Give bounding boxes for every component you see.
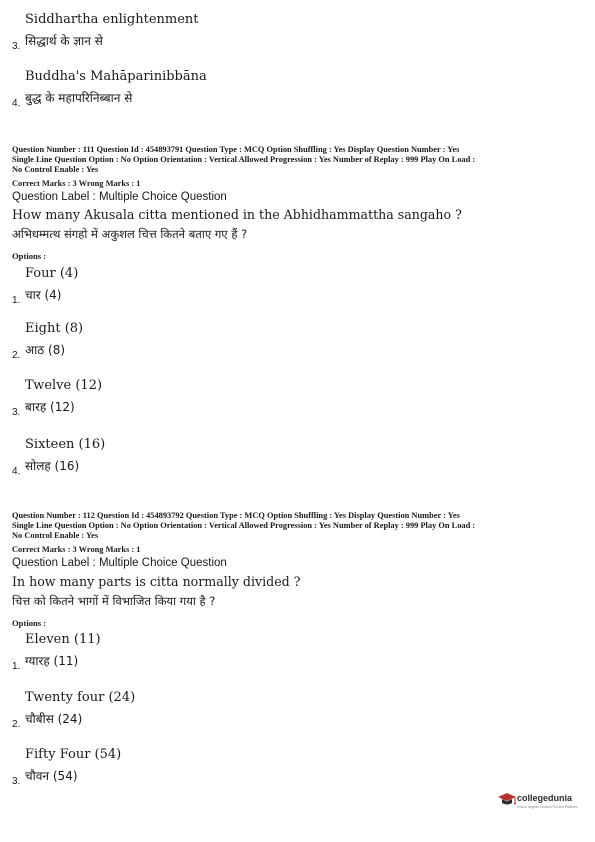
option-text-hi: सोलह (16)	[25, 459, 80, 473]
option-text-hi: सिद्धार्थ के ज्ञान से	[25, 34, 103, 48]
question-meta-line: Question Number : 112 Question Id : 454893792 Question Type : MCQ Option Shuffling : Yes Display Question Number : Yes	[12, 511, 460, 520]
option-text-hi: चौवन (54)	[25, 769, 78, 783]
option-text-hi: आठ (8)	[25, 343, 66, 357]
option-number: 3.	[12, 41, 21, 52]
option-text-en: Eight (8)	[25, 321, 84, 336]
option-number: 1.	[12, 295, 21, 306]
question-text-hi: चित्त को कितने भागों में विभाजित किया गया है ?	[12, 594, 216, 608]
question-label: Question Label : Multiple Choice Question	[12, 557, 227, 569]
question-label: Question Label : Multiple Choice Question	[12, 191, 227, 203]
option-number: 2.	[12, 719, 21, 730]
option-text-en: Siddhartha enlightenment	[25, 12, 199, 27]
option-number: 4.	[12, 466, 21, 477]
question-meta-line: No Control Enable : Yes	[12, 531, 99, 541]
question-meta-line: Question Number : 111 Question Id : 454893791 Question Type : MCQ Option Shuffling : Yes Display Question Number : Yes	[12, 145, 460, 154]
option-text-en: Four (4)	[25, 266, 79, 281]
option-text-en: Fifty Four (54)	[25, 747, 122, 762]
option-text-en: Twenty four (24)	[25, 690, 136, 705]
option-number: 3.	[12, 407, 21, 418]
option-text-hi: चार (4)	[25, 288, 62, 302]
question-meta-line: Single Line Question Option : No Option Orientation : Vertical Allowed Progression : Yes Number of Replay : 999 Play On Load :	[12, 155, 476, 165]
question-meta-line: Single Line Question Option : No Option Orientation : Vertical Allowed Progression : Yes Number of Replay : 999 Play On Load :	[12, 521, 476, 531]
marks-info: Correct Marks : 3 Wrong Marks : 1	[12, 179, 141, 188]
options-label: Options :	[12, 251, 47, 261]
option-number: 3.	[12, 776, 21, 787]
option-text-hi: बुद्ध के महापरिनिब्बान से	[25, 91, 133, 105]
question-meta	[12, 511, 587, 542]
logo-tagline: India's largest Student Review Platform	[517, 805, 578, 809]
option-text-hi: बारह (12)	[25, 400, 75, 414]
question-text-en: In how many parts is citta normally divided ?	[12, 574, 301, 589]
option-text-en: Twelve (12)	[25, 378, 103, 393]
option-text-en: Eleven (11)	[25, 632, 101, 647]
option-text-hi: चौबीस (24)	[25, 712, 83, 726]
question-meta	[12, 145, 587, 176]
question-text-hi: अभिधम्मत्थ संगहो में अकुशल चित्त कितने बताए गए हैं ?	[12, 227, 248, 241]
question-meta-line: No Control Enable : Yes	[12, 165, 99, 175]
option-number: 1.	[12, 661, 21, 672]
option-text-hi: ग्यारह (11)	[25, 654, 79, 668]
option-text-en: Buddha's Mahāparinibbāna	[25, 69, 207, 84]
option-number: 2.	[12, 350, 21, 361]
option-number: 4.	[12, 98, 21, 109]
collegedunia-logo	[497, 789, 587, 815]
options-label: Options :	[12, 618, 47, 628]
graduation-cap-icon	[497, 791, 517, 809]
logo-brand-text: collegedunia	[517, 793, 573, 803]
option-text-en: Sixteen (16)	[25, 437, 106, 452]
question-text-en: How many Akusala citta mentioned in the Abhidhammattha sangaho ?	[12, 207, 462, 222]
marks-info: Correct Marks : 3 Wrong Marks : 1	[12, 545, 141, 554]
